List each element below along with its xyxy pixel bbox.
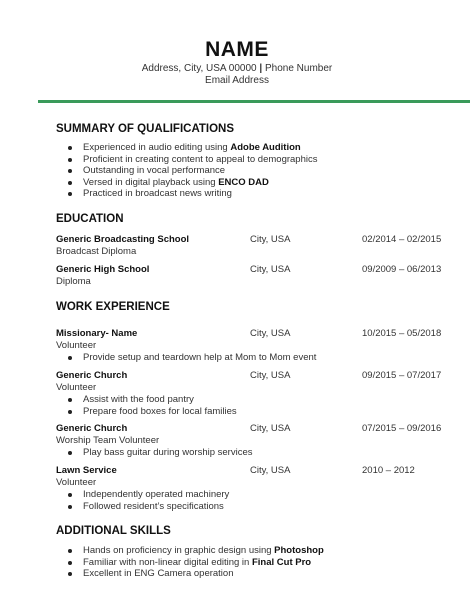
summary-list — [68, 142, 317, 200]
duty-item: Play bass guitar during worship services — [68, 447, 253, 459]
school-degree: Broadcast Diploma — [56, 246, 137, 257]
skills-list — [68, 545, 324, 580]
work-entry — [56, 465, 444, 477]
bullet-icon — [68, 410, 72, 414]
skill-item: Hands on proficiency in graphic design using Photoshop — [68, 545, 324, 557]
employer-name: Missionary- Name — [56, 328, 138, 339]
resume-name: NAME — [205, 38, 269, 61]
work-entry — [56, 370, 444, 382]
job-role: Volunteer — [56, 477, 97, 488]
school-name: Generic High School — [56, 264, 150, 275]
duty-item: Followed resident’s specifications — [68, 501, 229, 513]
address: Address, City, USA 00000 — [141, 63, 257, 74]
bullet-icon — [68, 505, 72, 509]
education-entry — [56, 264, 444, 276]
summary-item: Practiced in broadcast news writing — [68, 188, 317, 200]
employment-dates: 2010 – 2012 — [362, 465, 415, 476]
employer-location: City, USA — [250, 465, 291, 476]
bullet-icon — [68, 398, 72, 402]
bullet-icon — [68, 146, 72, 150]
employment-dates: 07/2015 – 09/2016 — [362, 423, 442, 434]
education-entry — [56, 234, 444, 246]
bullet-icon — [68, 572, 72, 576]
contact-separator: | — [259, 63, 263, 74]
school-dates: 02/2014 – 02/2015 — [362, 234, 442, 245]
summary-item: Outstanding in vocal performance — [68, 165, 317, 177]
school-name: Generic Broadcasting School — [56, 234, 190, 245]
summary-item: Versed in digital playback using ENCO DAD — [68, 177, 317, 189]
school-location: City, USA — [250, 234, 291, 245]
bullet-icon — [68, 493, 72, 497]
summary-item: Proficient in creating content to appeal to demographics — [68, 154, 317, 166]
school-degree: Diploma — [56, 276, 91, 287]
employment-dates: 09/2015 – 07/2017 — [362, 370, 442, 381]
bullet-icon — [68, 561, 72, 565]
job-duties — [68, 394, 237, 417]
job-duties — [68, 489, 229, 512]
employer-name: Generic Church — [56, 423, 128, 434]
bullet-icon — [68, 158, 72, 162]
phone-number: Phone Number — [264, 63, 333, 74]
header-divider — [38, 100, 470, 103]
job-duties — [68, 352, 316, 364]
employer-name: Lawn Service — [56, 465, 117, 476]
employer-location: City, USA — [250, 370, 291, 381]
bullet-icon — [68, 192, 72, 196]
bullet-icon — [68, 181, 72, 185]
employment-dates: 10/2015 – 05/2018 — [362, 328, 442, 339]
skill-item: Familiar with non-linear digital editing in Final Cut Pro — [68, 557, 324, 569]
job-role: Worship Team Volunteer — [56, 435, 160, 446]
job-role: Volunteer — [56, 340, 97, 351]
work-entry — [56, 423, 444, 435]
duty-item: Prepare food boxes for local families — [68, 406, 237, 418]
bullet-icon — [68, 451, 72, 455]
employer-location: City, USA — [250, 328, 291, 339]
email-address: Email Address — [205, 75, 269, 86]
skills-heading: ADDITIONAL SKILLS — [56, 525, 171, 537]
job-role: Volunteer — [56, 382, 97, 393]
school-dates: 09/2009 – 06/2013 — [362, 264, 442, 275]
bullet-icon — [68, 356, 72, 360]
contact-line-1 — [0, 63, 474, 74]
education-heading: EDUCATION — [56, 213, 124, 225]
summary-heading: SUMMARY OF QUALIFICATIONS — [56, 123, 235, 135]
bullet-icon — [68, 549, 72, 553]
duty-item: Assist with the food pantry — [68, 394, 237, 406]
duty-item: Provide setup and teardown help at Mom to Mom event — [68, 352, 316, 364]
employer-location: City, USA — [250, 423, 291, 434]
job-duties — [68, 447, 253, 459]
work-entry — [56, 328, 444, 340]
employer-name: Generic Church — [56, 370, 128, 381]
duty-item: Independently operated machinery — [68, 489, 229, 501]
bullet-icon — [68, 169, 72, 173]
summary-item: Experienced in audio editing using Adobe Audition — [68, 142, 317, 154]
skill-item: Excellent in ENG Camera operation — [68, 568, 324, 580]
school-location: City, USA — [250, 264, 291, 275]
work-heading: WORK EXPERIENCE — [56, 301, 170, 313]
